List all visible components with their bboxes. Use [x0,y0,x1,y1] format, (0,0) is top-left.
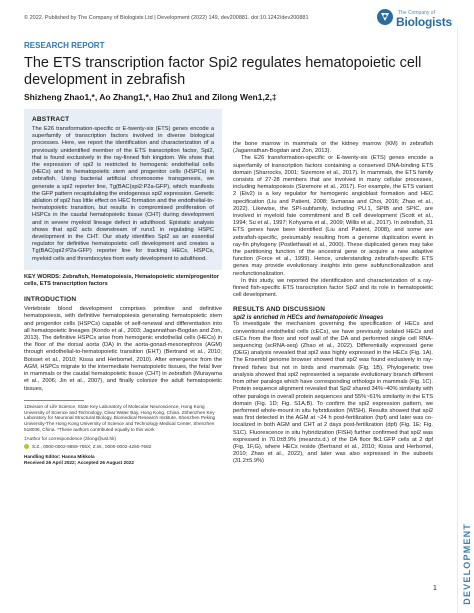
abstract-heading: ABSTRACT [32,116,70,123]
introduction-heading: INTRODUCTION [24,296,77,304]
journal-side-banner [457,28,474,613]
results-heading: RESULTS AND DISCUSSION [233,306,326,314]
paragraph-this-study: In this study, we reported the identification and characterization of a ray-finned fish-specific ETS transcription factor Spi2 and its role in hematopoietic cell development. [233,277,433,299]
journal-citation: © 2022. Published by The Company of Biologists Ltd | Development (2022) 149, dev200881. doi:10.1242/dev200881 [24,15,309,21]
received-accepted-dates: Received 26 April 2022; Accepted 26 August 2022 [24,460,134,466]
paragraph-bone-marrow: the bone marrow in mammals or the kidney marrow (KM) in zebrafish (Jagannathan-Bogdan and Zon, 2013). [233,141,433,155]
left-column [24,109,222,466]
footnote-divider [24,400,84,401]
paragraph-results: To investigate the mechanism governing the specification of HECs and conventional endothelial cells (cECs), we have previously isolated HECs and cECs from the floor and roof wall of the DA and performed single cell RNA-sequencing (scRNA-seq) (Zhao et al., 2022). Differentially expressed gene (DEG) analysis revealed that spi2 was highly expressed in the HECs (Fig. 1A). The Ensembl genome browser showed that spi2 was found exclusively in ray-finned fishes but not in birds and mammals (Fig. 1B). Phylogenetic tree analysis showed that spi2 represented a separate evolutionary branch different from other paralogs which have corresponding orthologs in mammals (Fig. 1C). Protein sequence alignment revealed that Spi2 shared 34%~40% similarity with other paralogs in overall protein sequences and 55%~61% similarity in the ETS domain (Fig. 1D; Fig. S1A,B). To confirm the spi2 expression pattern, we performed whole-mount in situ hybridization (WISH). Results showed that spi2 was first detected in the AGM at ~24 h post-fertilization (hpf) and later was co-localized in both AGM and CHT at 2 days post-fertilization (dpf) (Fig. 1E; Fig. S1C). Fluorescence in situ hybridization (FISH) further confirmed that spi2 was expressed in 70.0±8.9% (mean±s.d.) of the DA floor flk1:GFP cells at 2 dpf (Fig. 1F,G), where HECs reside (Bertrand et al., 2010; Kissa and Herbomel, 2010; Zhao et al., 2022), and later was also expressed in the subsets (31.2±5.9%) [233,321,433,465]
author-list: Shizheng Zhao1,*, Ao Zhang1,*, Hao Zhu1 and Zilong Wen1,2,‡ [24,92,277,102]
correspondence: ‡Author for correspondence (zilong@ust.hk) [24,435,117,441]
keywords [24,274,222,288]
article-type: RESEARCH REPORT [24,41,105,50]
handling-info [24,454,222,466]
publisher-logo [376,6,453,36]
paragraph-ets-genes: The E26 transformation-specific or E-twenty-six (ETS) genes encode a superfamily of transcription factors containing a conserved DNA-binding ETS domain (Sharrocks, 2001; Sizemore et al., 2017). In mammals, the ETS family consists of 27-28 members that are involved in many cellular processes, including hematopoiesis (Sizemore et al., 2017). For example, the ETS variant 2 (Etv2) is a key regulator for hemogenic angioblast formation and HEC specification (Liu and Patient, 2008; Sumanas and Choi, 2016; Zhao et al., 2022). Likewise, the SPI-subfamily, including PU.1, SPIB and SPIC, are involved in myeloid fate commitment and B cell development (Scott et al., 1994; Su et al., 1997; Kohyama et al., 2009; Willis et al., 2017). In zebrafish, 31 ETS genes have been identified (Liu and Patient, 2008), and some are zebrafish-specific, presumably resulting from a genome duplication event in ray-fin phylogeny (Postlethwait et al., 2000). These duplicated genes may take the partitioning function of the ancestral gene or acquire a new adaptive function (Force et al., 1999). Hence, understanding zebrafish-specific ETS genes may provide evolutionary insights into gene subfunctionalization and neofunctionalization. [233,155,433,277]
introduction-text: Vertebrate blood development comprises primitive and definitive hematopoiesis, with definitive hematopoiesis generating hematopoietic stem and progenitor cells (HSPCs) capable of self-renewal and differentiation into all hematopoietic lineages (Kondo et al., 2003; Jagannathan-Bogdan and Zon, 2013). The definitive HSPCs arise from hemogenic endothelial cells (HECs) in the floor of the dorsal aorta (DA) in the aorta-gonad-mesonephros (AGM) through endothelial-to-hematopoietic transition (EHT) (Bertrand et al., 2010; Boisset et al., 2010; Kissa and Herbomel, 2010). After emergence from the AGM, HSPCs migrate to the intermediate hematopoietic tissues, the fetal liver in mammals or the caudal hematopoietic tissue (CHT) in zebrafish (Murayama et al., 2006; Jin et al., 2007), and finally colonize the adult hematopoietic tissues, [24,306,222,392]
page-number: 1 [433,585,437,592]
abstract-text: The E26 transformation-specific or E-twenty-six (ETS) genes encode a superfamily of transcription factors involved in diverse biological processes. Here, we report the identification and characterization of a previously unidentified member of the ETS transcription factor, Spi2, that is found exclusively in the ray-finned fish kingdom. We show that the expression of spi2 is restricted to hemogenic endothelial cells (HECs) and to hematopoietic stem and progenitor cells (HSPCs) in zebrafish. Using bacterial artificial chromosome transgenesis, we generate a spi2 reporter line, Tg(BAC(spi2:P2a-GFP), which manifests the GFP pattern recapitulating the endogenous spi2 expression. Genetic ablation of spi2 has little effect on HEC formation and the endothelial-to-hematopoietic transition, but results in compromised proliferation of HSPCs in the caudal hematopoietic tissue (CHT) during development and in severe myeloid lineage defect in adulthood. Epistatic analysis shows that spi2 acts downstream of runx1 in regulating HSPC development in the CHT. Our study identifies Spi2 as an essential regulator for definitive hematopoietic cell development and creates a Tg(BAC(spi2:P2a-GFP) reporter line for tracking HECs, HSPCs, myeloid cells and thrombocytes from early development to adulthood. [32,126,215,262]
journal-side-banner-text: DEVELOPMENT [462,523,472,605]
handling-editor: Handling Editor: Hanna Mikkola [24,454,95,460]
abstract-box [24,109,222,270]
keywords-label: KEY WORDS: [24,273,61,280]
publisher-logo-small: The Company of [398,10,435,16]
keywords-values: Zebrafish, Hematopoiesis, Hematopoietic stem/progenitor cells, ETS transcription factors [24,273,219,288]
orcid-icon [24,444,29,449]
publisher-logo-icon [376,8,394,26]
publisher-logo-main: Biologists [396,15,453,29]
right-column [233,141,433,466]
affiliations: 1Division of Life Science, State Key Laboratory of Molecular Neuroscience, Hong Kong University of Science and Technology, Clear Water Bay, Hong Kong, China. 2Shenzhen Key Laboratory for Neuronal Structural Biology, Biomedical Research Institute, Shenzhen Peking University-The Hong Kong University of Science and Technology Medical Center, Shenzhen 518036, China. *These authors contributed equally to this work [24,403,216,432]
results-subheading: spi2 is enriched in HECs and hematopoietic lineages [233,315,384,322]
orcid-line [24,444,222,449]
article-title: The ETS transcription factor Spi2 regulates hematopoietic cell development in zebrafish [24,55,422,88]
orcid-ids: S.Z., 0000-0002-9859-755X; Z.W., 0000-0002-4260-7682 [32,444,152,450]
